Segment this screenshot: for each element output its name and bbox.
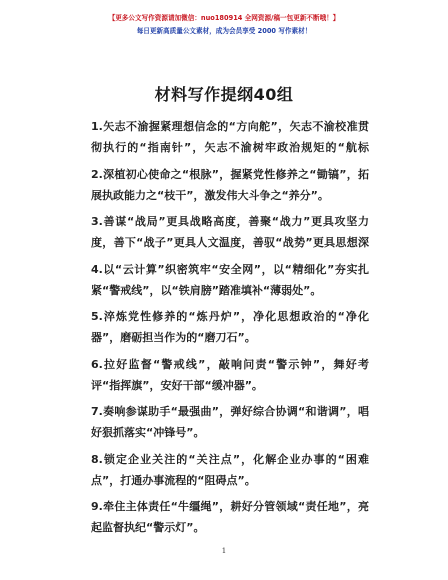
promo-banner xyxy=(0,12,448,38)
outline-item-3: 3.善谋“战局”更具战略高度，善聚“战力”更具攻坚力度，善下“战子”更具人文温度，善驭“战势”更具思想深 xyxy=(91,215,369,249)
outline-item-2: 2.深植初心使命之“根脉”，握紧党性修养之“锄镐”，拓展执政能力之“枝干”，激发伟大斗争之“养分”。 xyxy=(91,167,369,202)
outline-item-7: 7.奏响参谋助手“最强曲”，弹好综合协调“和谐调”，唱好狠抓落实“冲锋号”。 xyxy=(91,405,369,439)
outline-item-4: 4.以“云计算”织密筑牢“安全网”，以“精细化”夯实扎紧“警戒线”，以“铁肩膀”踏准填补“薄弱处”。 xyxy=(91,262,369,297)
promo-line-blue: 每日更新高质量公文素材，成为会员享受 2000 写作素材！ xyxy=(136,27,312,35)
outline-item-6: 6.拉好监督“警戒线”，敲响问责“警示钟”，舞好考评“指挥旗”，安好干部“缓冲器”。 xyxy=(91,357,369,392)
document-title: 材料写作提纲40组 xyxy=(154,85,294,104)
outline-item-1: 1.矢志不渝握紧理想信念的“方向舵”，矢志不渝校准贯彻执行的“指南针”，矢志不渝树牢政治规矩的“航标 xyxy=(91,120,369,154)
outline-item-5: 5.淬炼党性修养的“炼丹炉”，净化思想政治的“净化器”，磨砺担当作为的“磨刀石”。 xyxy=(91,310,369,344)
promo-line-red: 【更多公文写作资源请加微信：nuo180914 全网资源/稿一包更新不断哦！】 xyxy=(108,14,340,22)
page-number: 1 xyxy=(221,547,227,555)
outline-list xyxy=(91,116,369,544)
outline-item-9: 9.牵住主体责任“牛缰绳”，耕好分管领域“责任地”，亮起监督执纪“警示灯”。 xyxy=(91,500,369,534)
outline-item-8: 8.锁定企业关注的“关注点”，化解企业办事的“困难点”，打通办事流程的“阻碍点”。 xyxy=(91,452,369,487)
